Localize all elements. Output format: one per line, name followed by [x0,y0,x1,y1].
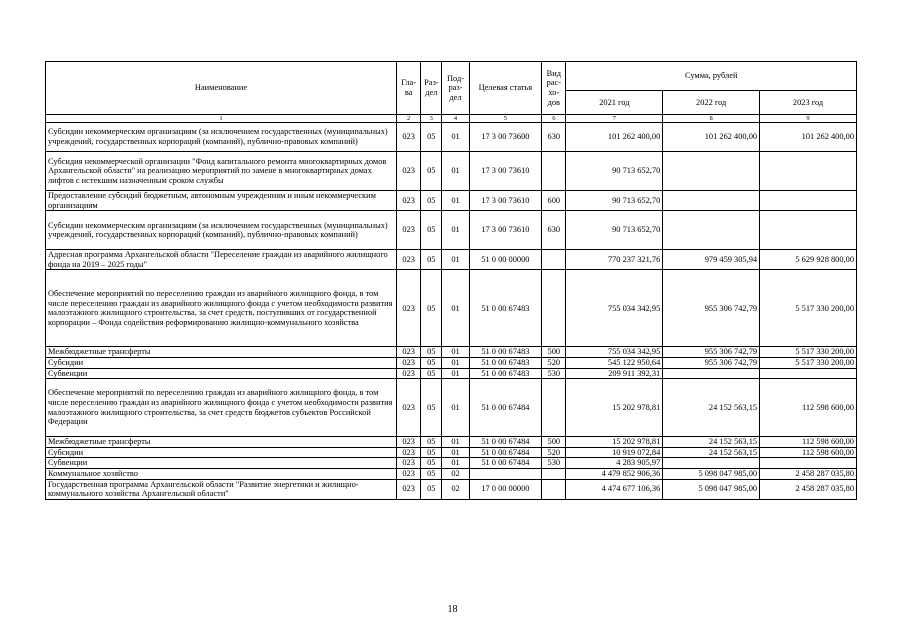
row-vid-rashodov [542,270,566,347]
row-glava: 023 [397,357,421,368]
header-summa: Сумма, рублей [566,62,857,91]
row-name: Обеспечение мероприятий по переселению граждан из аварийного жилищного фонда, в том числе переселению граждан из аварийного жилищного фонда с учетом необходимости развития малоэтажного жилищного строительства, за счет средств бюджетов субъектов Российской Федерации [46,379,397,437]
row-celevaya-statya: 17 3 00 73610 [469,211,542,250]
row-sum-2023 [760,211,857,250]
row-sum-2023: 101 262 400,00 [760,123,857,152]
row-glava: 023 [397,152,421,191]
table-row [46,152,857,191]
row-sum-2021: 545 122 950,64 [566,357,663,368]
row-razdel: 05 [421,458,442,469]
table-row [46,368,857,379]
row-razdel: 05 [421,347,442,358]
page-number: 18 [447,604,458,615]
row-razdel: 05 [421,447,442,458]
row-name: Субсидии некоммерческим организациям (за исключением государственных (муниципальных) учреждений, государственных корпораций (компаний), публично-правовых компаний) [46,211,397,250]
row-sum-2022 [663,368,760,379]
row-vid-rashodov [542,468,566,479]
row-razdel: 05 [421,191,442,211]
row-sum-2022: 955 306 742,79 [663,270,760,347]
row-sum-2023: 112 598 600,00 [760,447,857,458]
row-name: Субвенции [46,458,397,469]
row-sum-2023: 5 517 330 200,00 [760,270,857,347]
row-podrazdel: 01 [442,447,469,458]
row-glava: 023 [397,270,421,347]
table-row [46,468,857,479]
row-sum-2021: 90 713 652,70 [566,191,663,211]
row-sum-2022: 101 262 400,00 [663,123,760,152]
row-glava: 023 [397,347,421,358]
row-sum-2023: 5 629 928 800,00 [760,250,857,270]
table-row [46,191,857,211]
row-name: Субсидии некоммерческим организациям (за исключением государственных (муниципальных) учреждений, государственных корпораций (компаний), публично-правовых компаний) [46,123,397,152]
row-razdel: 05 [421,479,442,499]
row-razdel: 05 [421,379,442,437]
table-row [46,270,857,347]
row-podrazdel: 02 [442,468,469,479]
row-sum-2023 [760,191,857,211]
row-glava: 023 [397,368,421,379]
row-sum-2021: 4 283 905,97 [566,458,663,469]
col-number: 1 [46,115,397,123]
header-celevaya-statya: Целевая статья [469,62,542,115]
row-sum-2022 [663,191,760,211]
row-glava: 023 [397,437,421,448]
row-glava: 023 [397,379,421,437]
row-sum-2023: 112 598 600,00 [760,379,857,437]
row-podrazdel: 01 [442,458,469,469]
row-podrazdel: 01 [442,123,469,152]
col-number: 3 [421,115,442,123]
row-sum-2022: 24 152 563,15 [663,447,760,458]
row-podrazdel: 01 [442,191,469,211]
row-sum-2022: 5 098 047 985,00 [663,468,760,479]
row-razdel: 05 [421,357,442,368]
table-row [46,357,857,368]
col-number: 8 [663,115,760,123]
row-podrazdel: 01 [442,152,469,191]
budget-table [45,61,857,500]
row-celevaya-statya [469,468,542,479]
row-sum-2021: 15 202 978,81 [566,437,663,448]
row-sum-2023 [760,152,857,191]
row-name: Субвенции [46,368,397,379]
row-sum-2021: 4 479 852 906,36 [566,468,663,479]
row-sum-2023 [760,458,857,469]
col-number: 7 [566,115,663,123]
row-podrazdel: 01 [442,250,469,270]
row-sum-2023: 2 458 287 035,80 [760,468,857,479]
row-razdel: 05 [421,468,442,479]
row-celevaya-statya: 51 0 00 67484 [469,447,542,458]
row-celevaya-statya: 17 0 00 00000 [469,479,542,499]
row-razdel: 05 [421,250,442,270]
row-sum-2021: 209 911 392,31 [566,368,663,379]
header-year-2021: 2021 год [566,91,663,115]
row-name: Субсидия некоммерческой организации "Фонд капитального ремонта многоквартирных домов Архангельской области" на реализацию мероприятий по замене в многоквартирных домах лифтов с истекшим назначенным сроком службы [46,152,397,191]
row-glava: 023 [397,250,421,270]
row-sum-2021: 15 202 978,81 [566,379,663,437]
row-sum-2023 [760,368,857,379]
row-vid-rashodov: 600 [542,191,566,211]
header-name: Наименование [46,62,397,115]
row-glava: 023 [397,479,421,499]
row-glava: 023 [397,191,421,211]
row-razdel: 05 [421,152,442,191]
header-year-2023: 2023 год [760,91,857,115]
row-sum-2022: 5 098 047 985,00 [663,479,760,499]
table-row [46,379,857,437]
col-number: 9 [760,115,857,123]
row-vid-rashodov [542,152,566,191]
col-number: 4 [442,115,469,123]
row-glava: 023 [397,123,421,152]
row-razdel: 05 [421,270,442,347]
row-podrazdel: 01 [442,211,469,250]
row-sum-2022: 24 152 563,15 [663,437,760,448]
row-celevaya-statya: 17 3 00 73610 [469,152,542,191]
row-razdel: 05 [421,368,442,379]
row-glava: 023 [397,447,421,458]
row-celevaya-statya: 51 0 00 67484 [469,458,542,469]
row-name: Межбюджетные трансферты [46,437,397,448]
header-year-2022: 2022 год [663,91,760,115]
row-sum-2022: 24 152 563,15 [663,379,760,437]
row-sum-2022: 979 459 305,94 [663,250,760,270]
row-sum-2021: 755 034 342,95 [566,270,663,347]
row-podrazdel: 01 [442,357,469,368]
row-celevaya-statya: 17 3 00 73600 [469,123,542,152]
row-podrazdel: 01 [442,437,469,448]
row-celevaya-statya: 51 0 00 67484 [469,437,542,448]
row-sum-2023: 2 458 287 035,80 [760,479,857,499]
row-sum-2023: 5 517 330 200,00 [760,357,857,368]
table-row [46,447,857,458]
row-vid-rashodov: 530 [542,368,566,379]
table-row [46,347,857,358]
col-number: 5 [469,115,542,123]
header-razdel: Раз-дел [421,62,442,115]
row-vid-rashodov: 630 [542,211,566,250]
row-podrazdel: 01 [442,270,469,347]
row-sum-2022 [663,152,760,191]
row-celevaya-statya: 51 0 00 67483 [469,347,542,358]
row-name: Адресная программа Архангельской области "Переселение граждан из аварийного жилищного фонда на 2019 – 2025 годы" [46,250,397,270]
row-vid-rashodov [542,250,566,270]
row-vid-rashodov: 630 [542,123,566,152]
header-glava: Гла-ва [397,62,421,115]
row-vid-rashodov: 520 [542,447,566,458]
row-sum-2021: 10 919 072,84 [566,447,663,458]
row-vid-rashodov [542,479,566,499]
row-celevaya-statya: 51 0 00 00000 [469,250,542,270]
col-number: 2 [397,115,421,123]
row-sum-2022 [663,458,760,469]
row-vid-rashodov: 530 [542,458,566,469]
row-sum-2021: 90 713 652,70 [566,211,663,250]
row-podrazdel: 01 [442,347,469,358]
row-sum-2021: 4 474 677 106,36 [566,479,663,499]
row-name: Субсидии [46,447,397,458]
row-sum-2023: 112 598 600,00 [760,437,857,448]
table-row [46,211,857,250]
row-celevaya-statya: 17 3 00 73610 [469,191,542,211]
table-row [46,250,857,270]
row-celevaya-statya: 51 0 00 67483 [469,270,542,347]
header-podrazdel: Под-раз-дел [442,62,469,115]
row-glava: 023 [397,458,421,469]
row-sum-2022 [663,211,760,250]
table-row [46,479,857,499]
row-sum-2021: 770 237 321,76 [566,250,663,270]
row-glava: 023 [397,468,421,479]
header-vid-rashodov: Вид рас-хо-дов [542,62,566,115]
row-name: Предоставление субсидий бюджетным, автономным учреждениям и иным некоммерческим организациям [46,191,397,211]
table-row [46,123,857,152]
row-name: Государственная программа Архангельской области "Развитие энергетики и жилищно-коммунального хозяйства Архангельской области" [46,479,397,499]
col-number: 6 [542,115,566,123]
row-sum-2021: 90 713 652,70 [566,152,663,191]
row-celevaya-statya: 51 0 00 67483 [469,357,542,368]
row-razdel: 05 [421,123,442,152]
row-celevaya-statya: 51 0 00 67483 [469,368,542,379]
row-podrazdel: 01 [442,368,469,379]
row-vid-rashodov: 500 [542,347,566,358]
row-razdel: 05 [421,211,442,250]
row-sum-2021: 101 262 400,00 [566,123,663,152]
table-row [46,458,857,469]
row-glava: 023 [397,211,421,250]
row-sum-2021: 755 034 342,95 [566,347,663,358]
row-sum-2022: 955 306 742,79 [663,347,760,358]
row-podrazdel: 01 [442,379,469,437]
row-sum-2022: 955 306 742,79 [663,357,760,368]
row-razdel: 05 [421,437,442,448]
row-name: Межбюджетные трансферты [46,347,397,358]
row-name: Субсидии [46,357,397,368]
row-vid-rashodov: 500 [542,437,566,448]
row-name: Обеспечение мероприятий по переселению граждан из аварийного жилищного фонда, в том числе переселению граждан из аварийного жилищного фонда с учетом необходимости развития малоэтажного жилищного строительства, за счет средств, поступивших от государственной корпорации – Фонда содействия реформированию жилищно-коммунального хозяйства [46,270,397,347]
row-podrazdel: 02 [442,479,469,499]
table-row [46,437,857,448]
row-name: Коммунальное хозяйство [46,468,397,479]
row-celevaya-statya: 51 0 00 67484 [469,379,542,437]
row-sum-2023: 5 517 330 200,00 [760,347,857,358]
row-vid-rashodov [542,379,566,437]
row-vid-rashodov: 520 [542,357,566,368]
